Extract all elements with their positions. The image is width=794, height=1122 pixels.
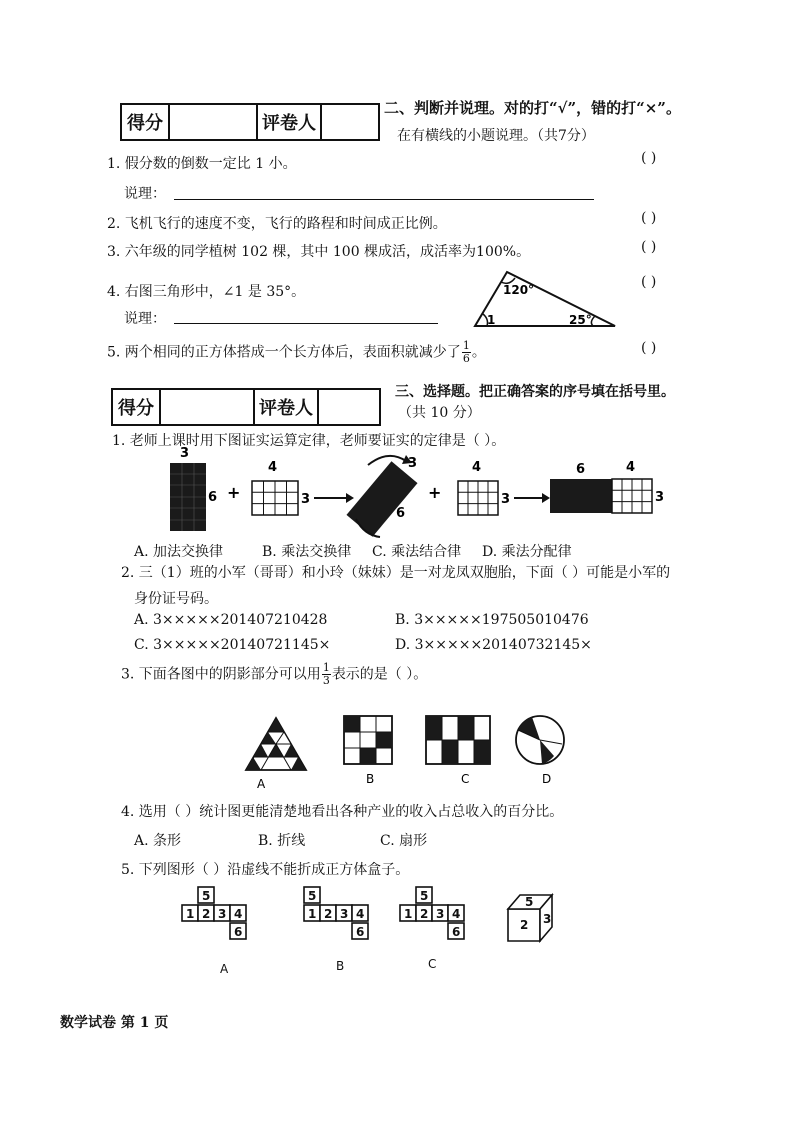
angle-1-label: 1 <box>487 313 496 327</box>
face-4: 4 <box>234 907 243 921</box>
s2-q1: 1. 假分数的倒数一定比 1 小。 <box>107 156 297 172</box>
score-box-section2 <box>120 103 380 141</box>
plus-sign: + <box>428 483 442 502</box>
face-5: 5 <box>202 889 211 903</box>
shaded-shapes-figure <box>236 710 576 795</box>
s2-q3: 3. 六年级的同学植树 102 棵，其中 100 棵成活，成活率为100%。 <box>107 244 531 260</box>
label-3: 3 <box>180 446 190 461</box>
label-4: 4 <box>268 460 278 475</box>
face-3: 3 <box>218 907 227 921</box>
label-4: 4 <box>626 460 636 475</box>
label-3: 3 <box>408 456 418 471</box>
label-3: 3 <box>501 492 511 507</box>
s3-q1-option-a[interactable]: A. 加法交换律 <box>134 544 224 560</box>
face-1: 1 <box>308 907 317 921</box>
net-label-a: A <box>220 962 229 976</box>
fraction-one-sixth: $\frac{1}{6}$ <box>462 339 470 365</box>
grader-label: 评卷人 <box>258 105 322 139</box>
shape-label-b: B <box>366 772 375 786</box>
label-3: 3 <box>655 490 665 505</box>
triangle-figure <box>465 264 625 336</box>
face-1: 1 <box>404 907 413 921</box>
label-4: 4 <box>472 460 482 475</box>
s2-q2: 2. 飞机飞行的速度不变，飞行的路程和时间成正比例。 <box>107 216 447 232</box>
distributive-law-figure <box>160 443 670 543</box>
angle-right-label: 25° <box>569 313 592 327</box>
face-2: 2 <box>420 907 429 921</box>
s2-q1-explain-label: 说理： <box>124 186 166 202</box>
s3-q4-option-b[interactable]: B. 折线 <box>258 833 306 849</box>
face-3: 3 <box>436 907 445 921</box>
fraction-one-third: $\frac{1}{3}$ <box>322 661 330 687</box>
face-5: 5 <box>308 889 317 903</box>
cube-face-3: 3 <box>543 912 552 926</box>
s3-q4-option-c[interactable]: C. 扇形 <box>380 833 428 849</box>
s2-q2-paren[interactable]: ( ) <box>641 210 657 226</box>
s3-q1-option-d[interactable]: D. 乘法分配律 <box>482 544 572 560</box>
s3-q2-option-d[interactable]: D. 3×××××20140732145× <box>395 637 592 653</box>
cube-face-5: 5 <box>525 895 534 909</box>
angle-top-label: 120° <box>503 283 535 297</box>
section2-title: 二、判断并说理。对的打“√”，错的打“×”。 <box>384 99 681 117</box>
label-6: 6 <box>208 490 218 505</box>
s2-q5-paren[interactable]: ( ) <box>641 340 657 356</box>
face-1: 1 <box>186 907 195 921</box>
face-2: 2 <box>202 907 211 921</box>
label-3: 3 <box>301 492 311 507</box>
s3-q4-option-a[interactable]: A. 条形 <box>134 833 182 849</box>
s2-q5: 5. 两个相同的正方体搭成一个长方体后，表面积就减少了 $\frac{1}{6}$ 。 <box>107 339 486 365</box>
s3-q5: 5. 下列图形（ ）沿虚线不能折成正方体盒子。 <box>121 862 410 878</box>
shape-label-c: C <box>461 772 470 786</box>
cube-face-2: 2 <box>520 918 529 932</box>
page-footer: 数学试卷 第 1 页 <box>60 1015 169 1031</box>
s3-q4: 4. 选用（ ）统计图更能清楚地看出各种产业的收入占总收入的百分比。 <box>121 804 564 820</box>
s3-q2-line2: 身份证号码。 <box>134 591 218 607</box>
s2-q1-paren[interactable]: ( ) <box>641 150 657 166</box>
s2-q3-paren[interactable]: ( ) <box>641 239 657 255</box>
s3-q1-option-c[interactable]: C. 乘法结合律 <box>372 544 462 560</box>
s3-q2-option-c[interactable]: C. 3×××××20140721145× <box>134 637 331 653</box>
s2-q4: 4. 右图三角形中，∠1 是 35°。 <box>107 284 306 300</box>
section3-title: 三、选择题。把正确答案的序号填在括号里。 <box>395 384 675 400</box>
net-label-b: B <box>336 959 345 973</box>
face-6: 6 <box>452 925 461 939</box>
s2-q4-paren[interactable]: ( ) <box>641 274 657 290</box>
grader-label: 评卷人 <box>255 390 319 424</box>
s2-q1-explain-line[interactable] <box>174 199 594 200</box>
section3-subtitle: （共 10 分） <box>398 405 481 421</box>
face-6: 6 <box>356 925 365 939</box>
face-6: 6 <box>234 925 243 939</box>
net-label-c: C <box>428 957 437 971</box>
score-field[interactable] <box>170 105 258 139</box>
shape-label-a: A <box>257 777 266 791</box>
grader-field[interactable] <box>322 105 378 139</box>
face-4: 4 <box>356 907 365 921</box>
shape-label-d: D <box>542 772 552 786</box>
s3-q2-option-b[interactable]: B. 3×××××197505010476 <box>395 612 589 628</box>
score-label: 得分 <box>122 105 170 139</box>
s2-q4-explain-label: 说理： <box>124 311 166 327</box>
face-4: 4 <box>452 907 461 921</box>
score-label: 得分 <box>113 390 161 424</box>
label-6: 6 <box>576 462 586 477</box>
grader-field[interactable] <box>319 390 379 424</box>
label-6: 6 <box>396 506 406 521</box>
s3-q2-option-a[interactable]: A. 3×××××201407210428 <box>134 612 328 628</box>
s3-q3: 3. 下面各图中的阴影部分可以用 $\frac{1}{3}$ 表示的是（ ）。 <box>121 661 428 687</box>
plus-sign: + <box>227 483 241 502</box>
face-3: 3 <box>340 907 349 921</box>
s3-q1-option-b[interactable]: B. 乘法交换律 <box>262 544 352 560</box>
cube-nets-figure <box>170 885 570 980</box>
s2-q4-explain-line[interactable] <box>174 323 438 324</box>
s2-q5-text: 5. 两个相同的正方体搭成一个长方体后，表面积就减少了 <box>107 344 461 361</box>
face-5: 5 <box>420 889 429 903</box>
score-box-section3 <box>111 388 381 426</box>
face-2: 2 <box>324 907 333 921</box>
score-field[interactable] <box>161 390 255 424</box>
s3-q2-line1: 2. 三（1）班的小军（哥哥）和小玲（妹妹）是一对龙凤双胞胎，下面（ ）可能是小军的 <box>121 565 671 581</box>
section2-subtitle: 在有横线的小题说理。（共7分） <box>397 128 595 144</box>
s3-q1: 1. 老师上课时用下图证实运算定律，老师要证实的定律是（ ）。 <box>112 433 506 449</box>
